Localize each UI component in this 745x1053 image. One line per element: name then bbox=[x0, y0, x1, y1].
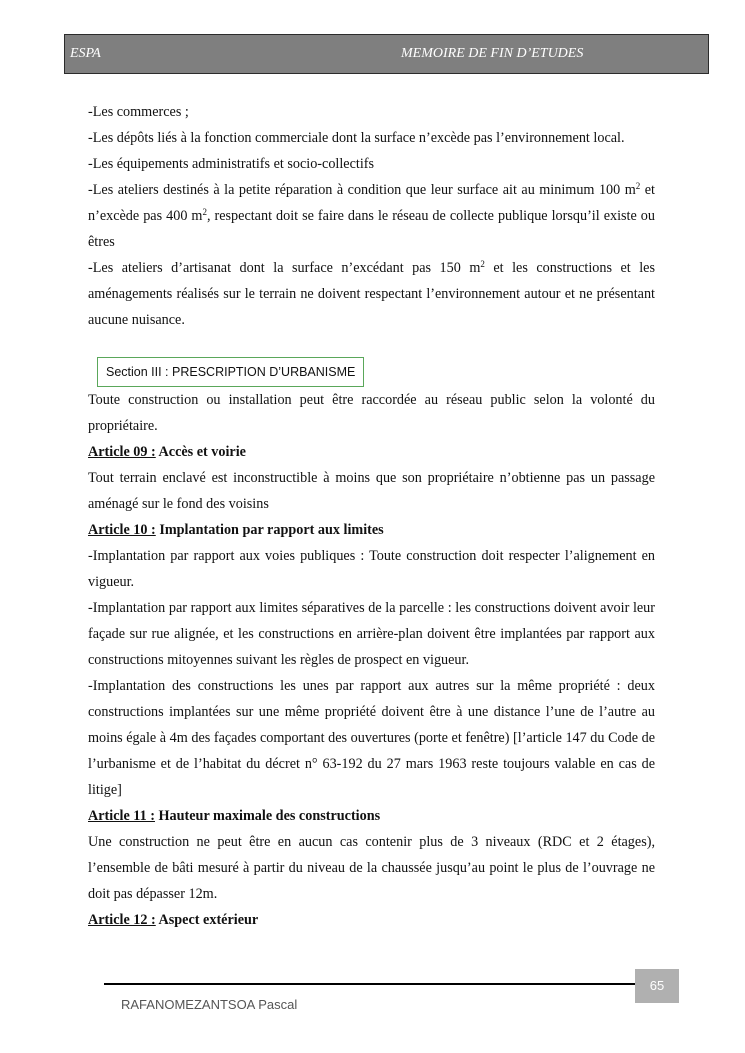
document-body bbox=[88, 99, 655, 933]
list-item: -Les commerces ; bbox=[88, 104, 189, 120]
footer-author: RAFANOMEZANTSOA Pascal bbox=[121, 997, 298, 1012]
list-item: -Les équipements administratifs et socio-collectifs bbox=[88, 156, 375, 172]
list-item: -Les dépôts liés à la fonction commerciale dont la surface n’excède pas l’environnement local. bbox=[88, 130, 625, 146]
header-school: ESPA bbox=[70, 46, 101, 61]
article-10-para-1: -Implantation par rapport aux voies publiques : Toute construction doit respecter l’alignement en vigueur. bbox=[88, 548, 655, 590]
article-11-heading: Article 11 : Hauteur maximale des constructions bbox=[88, 808, 381, 824]
section-heading: Section III : PRESCRIPTION D’URBANISME bbox=[97, 357, 364, 387]
spacer bbox=[88, 333, 655, 357]
article-10-para-3: -Implantation des constructions les unes par rapport aux autres sur la même propriété : deux constructions implantées sur une même propriété doivent être à une distance l’une de l’autre au moins égale à 4m des façades comportant des ouvertures (porte et fenêtre) [l’article 147 du Code de l’urbanisme et de l’habitat du décret n° 63-192 du 27 mars 1963 reste toujours valable en cas de litige] bbox=[88, 678, 655, 798]
header-title: MEMOIRE DE FIN D’ETUDES bbox=[401, 46, 584, 61]
page-number: 65 bbox=[635, 969, 679, 1003]
article-10-para-2: -Implantation par rapport aux limites séparatives de la parcelle : les constructions doivent avoir leur façade sur rue alignée, et les constructions en arrière-plan doivent être implantées par rapport aux constructions mitoyennes suivant les règles de prospect en vigueur. bbox=[88, 600, 655, 668]
article-12-heading: Article 12 : Aspect extérieur bbox=[88, 912, 259, 928]
list-item: -Les ateliers d’artisanat dont la surface n’excédant pas 150 $m^2$ et les constructions et les aménagements réalisés sur le terrain ne doivent respectant l’environnement autour et ne présentant aucune nuisance. bbox=[88, 259, 655, 328]
page-header bbox=[64, 34, 709, 74]
article-09-heading: Article 09 : Accès et voirie bbox=[88, 444, 246, 460]
section-intro: Toute construction ou installation peut être raccordée au réseau public selon la volonté du propriétaire. bbox=[88, 392, 655, 434]
list-item: -Les ateliers destinés à la petite réparation à condition que leur surface ait au minimum 100 $m^2$ et n’excède pas 400 $m^2$, respectant doit se faire dans le réseau de collecte publique lorsqu’il existe ou êtres bbox=[88, 181, 655, 250]
article-09-text: Tout terrain enclavé est inconstructible à moins que son propriétaire n’obtienne pas un passage aménagé sur le fond des voisins bbox=[88, 470, 655, 512]
footer-divider bbox=[104, 983, 636, 985]
article-11-text: Une construction ne peut être en aucun cas contenir plus de 3 niveaux (RDC et 2 étages), l’ensemble de bâti mesuré à partir du niveau de la chaussée jusqu’au point le plus de l’ouvrage ne doit pas dépasser 12m. bbox=[88, 834, 655, 902]
article-10-heading: Article 10 : Implantation par rapport aux limites bbox=[88, 522, 384, 538]
